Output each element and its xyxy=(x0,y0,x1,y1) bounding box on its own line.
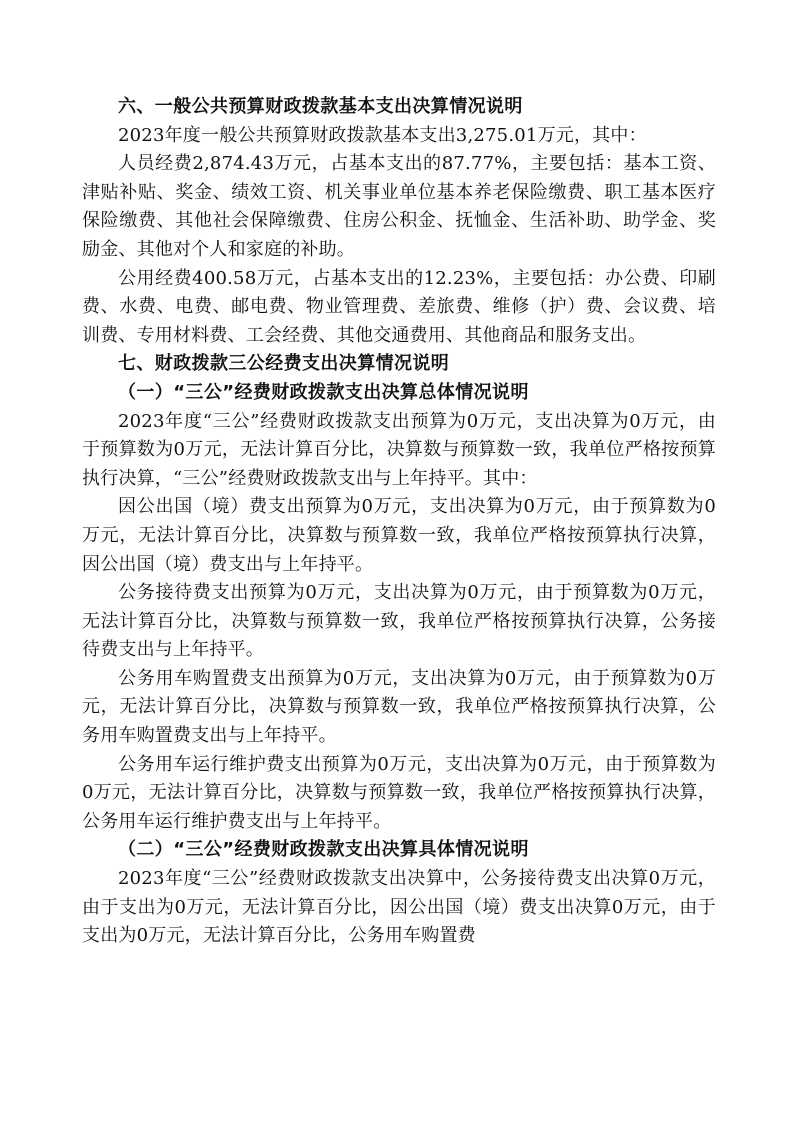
paragraph-three-public-overall: 2023年度“三公”经费财政拨款支出预算为0万元，支出决算为0万元，由于预算数为0万元，无法计算百分比，决算数与预算数一致，我单位严格按预算执行决算，“三公”经费财政拨款支出与上年持平。其中： xyxy=(82,410,716,489)
section-heading-7: 七、财政拨款三公经费支出决算情况说明 xyxy=(118,353,450,375)
paragraph-overseas-travel: 因公出国（境）费支出预算为0万元，支出决算为0万元，由于预算数为0万元，无法计算百分比，决算数与预算数一致，我单位严格按预算执行决算，因公出国（境）费支出与上年持平。 xyxy=(82,496,716,575)
paragraph-vehicle-operation: 公务用车运行维护费支出预算为0万元，支出决算为0万元，由于预算数为0万元，无法计算百分比，决算数与预算数一致，我单位严格按预算执行决算，公务用车运行维护费支出与上年持平。 xyxy=(82,753,716,832)
paragraph-public-expenses: 公用经费400.58万元，占基本支出的12.23%，主要包括：办公费、印刷费、水费、电费、邮电费、物业管理费、差旅费、维修（护）费、会议费、培训费、专用材料费、工会经费、其他交通费用、其他商品和服务支出。 xyxy=(82,267,716,346)
subsection-heading-7-1: （一）“三公”经费财政拨款支出决算总体情况说明 xyxy=(118,381,529,403)
paragraph-personnel-expenses: 人员经费2,874.43万元，占基本支出的87.77%，主要包括：基本工资、津贴补贴、奖金、绩效工资、机关事业单位基本养老保险缴费、职工基本医疗保险缴费、其他社会保障缴费、住房公积金、抚恤金、生活补助、助学金、奖励金、其他对个人和家庭的补助。 xyxy=(82,153,716,260)
document-body xyxy=(82,93,716,951)
paragraph-basic-expenditure-total: 2023年度一般公共预算财政拨款基本支出3,275.01万元，其中： xyxy=(118,124,647,146)
subsection-heading-7-2: （二）“三公”经费财政拨款支出决算具体情况说明 xyxy=(118,839,529,861)
paragraph-vehicle-purchase: 公务用车购置费支出预算为0万元，支出决算为0万元，由于预算数为0万元，无法计算百分比，决算数与预算数一致，我单位严格按预算执行决算，公务用车购置费支出与上年持平。 xyxy=(82,667,716,747)
paragraph-official-reception: 公务接待费支出预算为0万元，支出决算为0万元，由于预算数为0万元，无法计算百分比，决算数与预算数一致，我单位严格按预算执行决算，公务接待费支出与上年持平。 xyxy=(82,582,716,661)
paragraph-three-public-detail: 2023年度“三公”经费财政拨款支出决算中，公务接待费支出决算0万元，由于支出为0万元，无法计算百分比，因公出国（境）费支出决算0万元，由于支出为0万元，无法计算百分比，公务用车购置费 xyxy=(82,868,716,947)
section-heading-6: 六、一般公共预算财政拨款基本支出决算情况说明 xyxy=(118,96,523,117)
